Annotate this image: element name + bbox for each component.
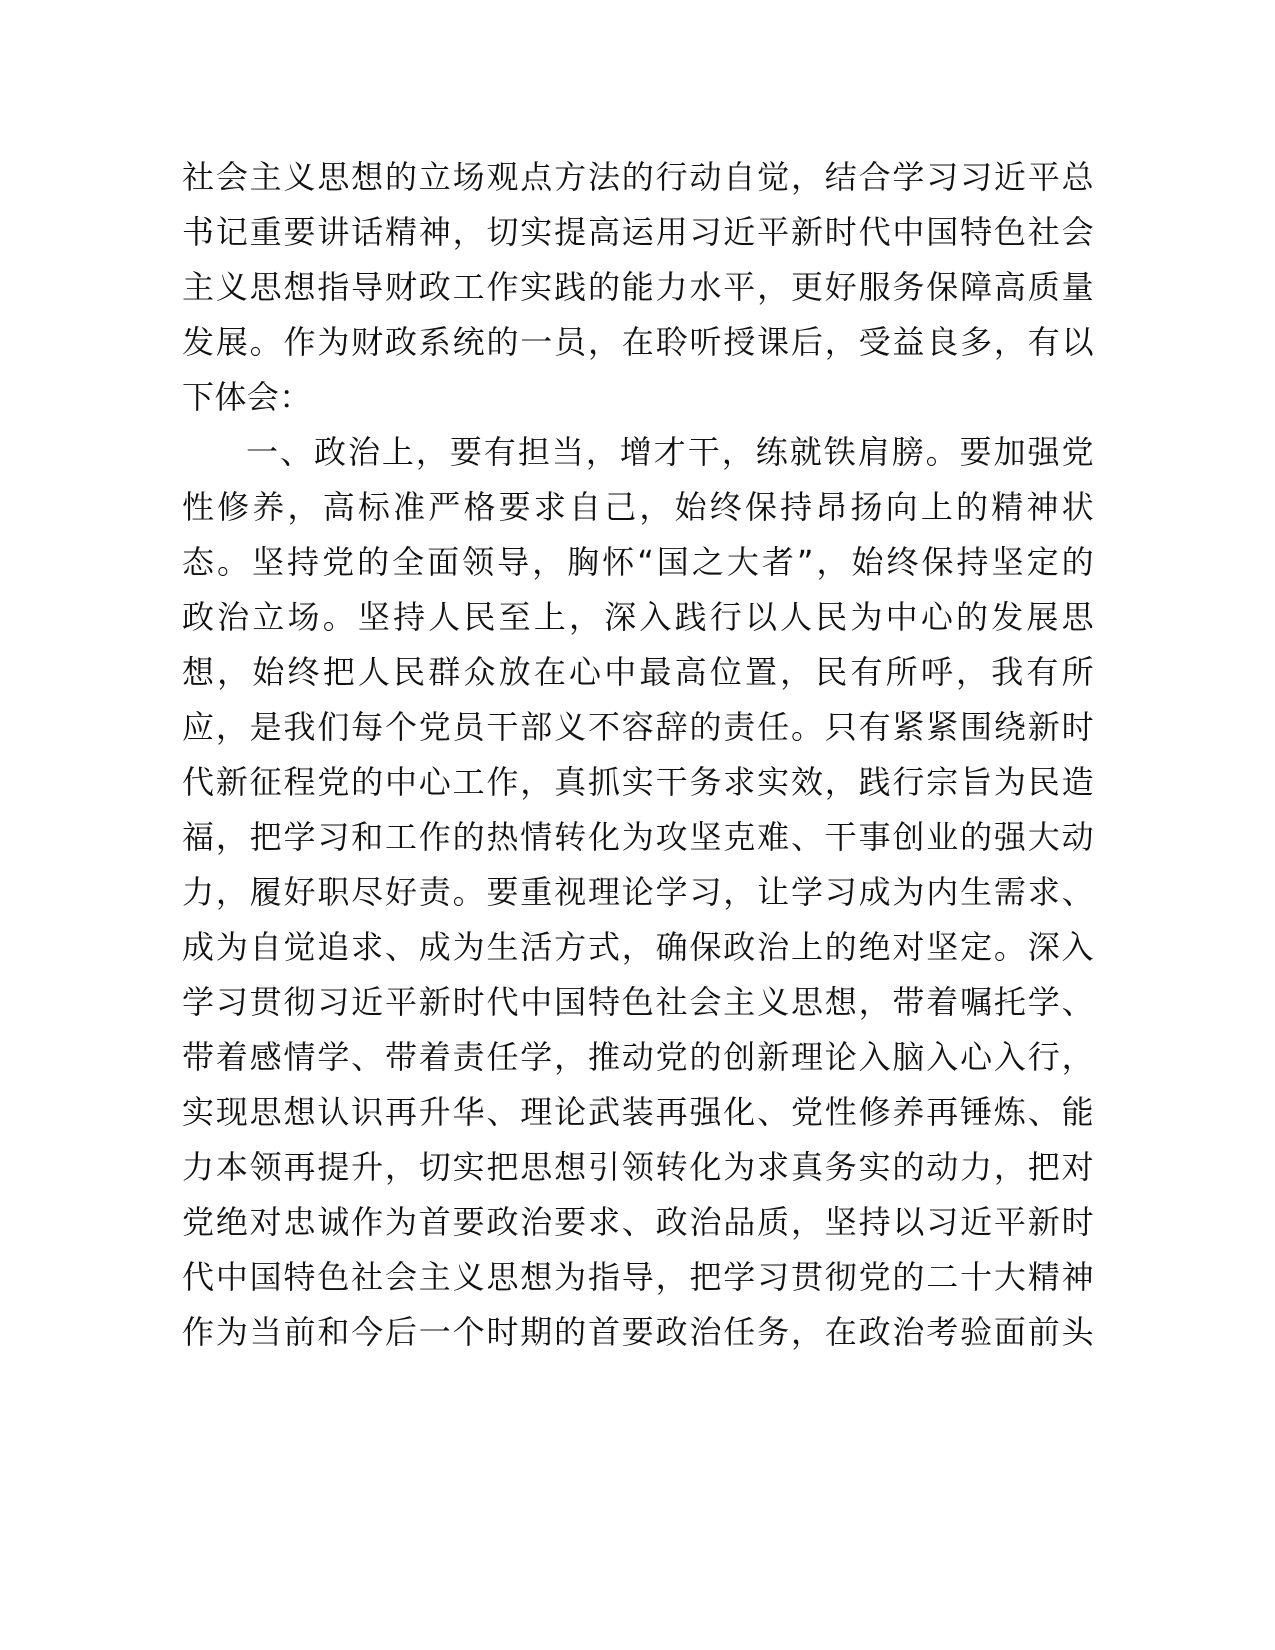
text-line: 下体会：: [182, 378, 312, 416]
text-line: 性修养，高标准严格要求自己，始终保持昂扬向上的精神状: [182, 488, 1094, 526]
text-line: 代新征程党的中心工作，真抓实干务求实效，践行宗旨为民造: [182, 763, 1094, 801]
text-line: 应，是我们每个党员干部义不容辞的责任。只有紧紧围绕新时: [182, 708, 1094, 746]
text-line: 书记重要讲话精神，切实提高运用习近平新时代中国特色社会: [182, 213, 1094, 251]
text-line: 社会主义思想的立场观点方法的行动自觉，结合学习习近平总: [182, 158, 1094, 196]
text-line: 作为当前和今后一个时期的首要政治任务，在政治考验面前头: [182, 1313, 1094, 1351]
text-line: 成为自觉追求、成为生活方式，确保政治上的绝对坚定。深入: [182, 928, 1094, 966]
text-line: 学习贯彻习近平新时代中国特色社会主义思想，带着嘱托学、: [182, 983, 1094, 1021]
text-line: 态。坚持党的全面领导，胸怀“国之大者”，始终保持坚定的: [182, 543, 1094, 581]
text-line: 主义思想指导财政工作实践的能力水平，更好服务保障高质量: [182, 268, 1094, 306]
text-line: 代中国特色社会主义思想为指导，把学习贯彻党的二十大精神: [182, 1258, 1094, 1296]
text-line: 福，把学习和工作的热情转化为攻坚克难、干事创业的强大动: [182, 818, 1094, 856]
paragraph-1: [182, 150, 1094, 425]
text-line: 力，履好职尽好责。要重视理论学习，让学习成为内生需求、: [182, 873, 1094, 911]
text-line: 带着感情学、带着责任学，推动党的创新理论入脑入心入行，: [182, 1038, 1094, 1076]
text-line: 政治立场。坚持人民至上，深入践行以人民为中心的发展思: [182, 598, 1094, 636]
body-text: [182, 150, 1094, 1360]
text-line: 党绝对忠诚作为首要政治要求、政治品质，坚持以习近平新时: [182, 1203, 1094, 1241]
text-line: 力本领再提升，切实把思想引领转化为求真务实的动力，把对: [182, 1148, 1094, 1186]
text-line: 发展。作为财政系统的一员，在聆听授课后，受益良多，有以: [182, 323, 1094, 361]
text-line: 一、政治上，要有担当，增才干，练就铁肩膀。要加强党: [246, 433, 1094, 471]
text-line: 想，始终把人民群众放在心中最高位置，民有所呼，我有所: [182, 653, 1094, 691]
paragraph-2: [182, 425, 1094, 1360]
text-line: 实现思想认识再升华、理论武装再强化、党性修养再锤炼、能: [182, 1093, 1094, 1131]
